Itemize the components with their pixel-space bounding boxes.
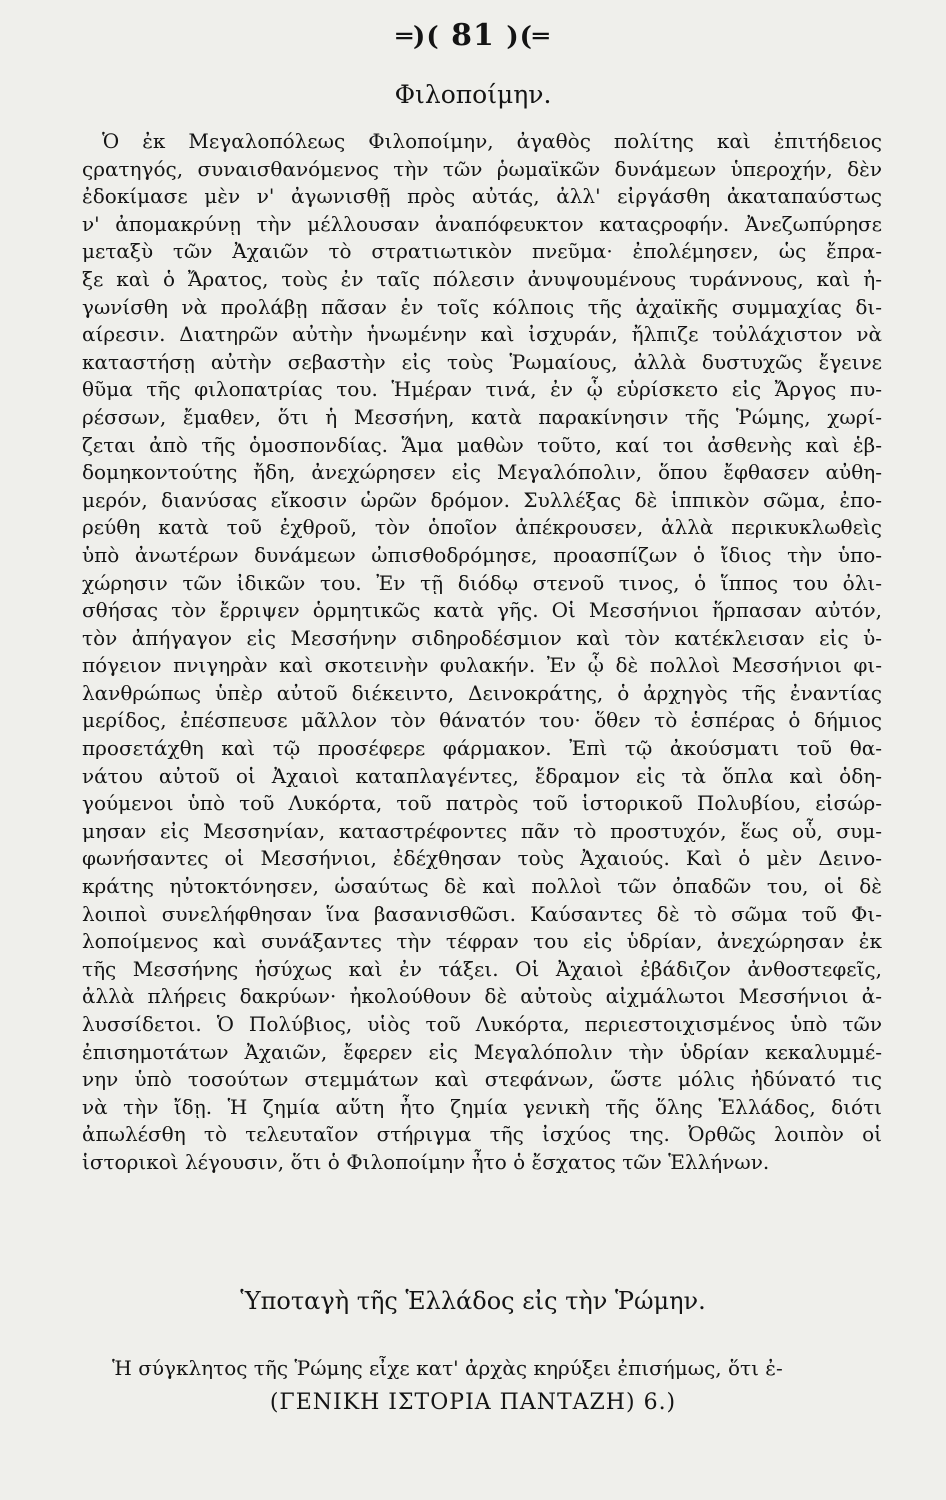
text-line: γούμενοι ὑπὸ τοῦ Λυκόρτα, τοῦ πατρὸς τοῦ ἱστορικοῦ Πολυβίου, εἰσώρ- — [82, 791, 882, 816]
text-line: ἀλλὰ πλήρεις δακρύων· ἠκολούθουν δὲ αὐτοὺς αἰχμάλωτοι Μεσσήνιοι ἀ- — [82, 984, 882, 1009]
text-line: γωνίσθη νὰ προλάβῃ πᾶσαν ἐν τοῖς κόλποις τῆς ἀχαϊκῆς συμμαχίας δι- — [82, 294, 882, 319]
text-line: φωνήσαντες οἱ Μεσσήνιοι, ἐδέχθησαν τοὺς Ἀχαιούς. Καὶ ὁ μὲν Δεινο- — [82, 846, 882, 871]
text-line: ἐπισημοτάτων Ἀχαιῶν, ἔφερεν εἰς Μεγαλόπολιν τὴν ὑδρίαν κεκαλυμμέ- — [82, 1039, 882, 1064]
text-line: αίρεσιν. Διατηρῶν αὐτὴν ἡνωμένην καὶ ἰσχυράν, ἤλπιζε τοὐλάχιστον νὰ — [82, 322, 882, 347]
page-header — [0, 18, 946, 53]
text-line: μερίδος, ἐπέσπευσε μᾶλλον τὸν θάνατόν του· ὅθεν τὸ ἑσπέρας ὁ δήμιος — [82, 708, 882, 733]
text-line: πόγειον πνιγηρὰν καὶ σκοτεινὴν φυλακήν. Ἐν ᾧ δὲ πολλοὶ Μεσσήνιοι φι- — [82, 653, 882, 678]
text-line: νην ὑπὸ τοσούτων στεμμάτων καὶ στεφάνων, ὥστε μόλις ἠδύνατό τις — [82, 1067, 882, 1092]
text-line: μεταξὺ τῶν Ἀχαιῶν τὸ στρατιωτικὸν πνεῦμα· ἐπολέμησεν, ὡς ἔπρα- — [82, 239, 882, 264]
text-line: καταστήσῃ αὐτὴν σεβαστὴν εἰς τοὺς Ῥωμαίους, ἀλλὰ δυστυχῶς ἔγεινε — [82, 349, 882, 374]
text-line: σθήσας τὸν ἔρριψεν ὁρμητικῶς κατὰ γῆς. Οἱ Μεσσήνιοι ἥρπασαν αὐτόν, — [82, 598, 882, 623]
text-line: τῆς Μεσσήνης ἡσύχως καὶ ἐν τάξει. Οἱ Ἀχαιοὶ ἐβάδιζον ἀνθοστεφεῖς, — [82, 956, 882, 981]
text-line: ἱστορικοὶ λέγουσιν, ὅτι ὁ Φιλοποίμην ἦτο ὁ ἔσχατος τῶν Ἑλλήνων. — [82, 1149, 770, 1174]
text-line: θῦμα τῆς φιλοπατρίας του. Ἡμέραν τινά, ἐν ᾧ εὑρίσκετο εἰς Ἄργος πυ- — [82, 377, 882, 402]
header-ornament-left: ═)( — [396, 22, 440, 52]
page-footer: (ΓΕΝΙΚΗ ΙΣΤΟΡΙΑ ΠΑΝΤΑΖΗ) 6.) — [269, 1390, 677, 1415]
text-line: προσετάχθη καὶ τῷ προσέφερε φάρμακον. Ἐπὶ τῷ ἀκούσματι τοῦ θα- — [82, 736, 882, 761]
text-line: τὸν ἀπήγαγον εἰς Μεσσήνην σιδηροδέσμιον καὶ τὸν κατέκλεισαν εἰς ὑ- — [82, 625, 882, 650]
text-line: ὑπὸ ἀνωτέρων δυνάμεων ὠπισθοδρόμησε, προασπίζων ὁ ἴδιος τὴν ὑπο- — [82, 542, 882, 567]
body-text — [82, 128, 882, 1177]
text-line: δομηκοντούτης ἤδη, ἀνεχώρησεν εἰς Μεγαλόπολιν, ὅπου ἔφθασεν αὐθη- — [82, 460, 882, 485]
page-number: 81 — [451, 18, 495, 53]
text-line: ρεύθη κατὰ τοῦ ἐχθροῦ, τὸν ὁποῖον ἀπέκρουσεν, ἀλλὰ περικυκλωθεὶς — [82, 515, 882, 540]
text-line: μησαν εἰς Μεσσηνίαν, καταστρέφοντες πᾶν τὸ προστυχόν, ἕως οὗ, συμ- — [82, 818, 882, 843]
text-line: ν' ἀπομακρύνῃ τὴν μέλλουσαν ἀναπόφευκτον καταςροφήν. Ἀνεζωπύρησε — [82, 211, 882, 236]
header-ornament-right: )(═ — [506, 22, 550, 52]
text-line: λανθρώπως ὑπὲρ αὐτοῦ διέκειντο, Δεινοκράτης, ὁ ἀρχηγὸς τῆς ἐναντίας — [82, 680, 882, 705]
text-line: Ὁ ἐκ Μεγαλοπόλεως Φιλοποίμην, ἀγαθὸς πολίτης καὶ ἐπιτήδειος — [102, 129, 882, 153]
text-line: ἐδοκίμασε μὲν ν' ἀγωνισθῇ πρὸς αὐτάς, ἀλλ' εἰργάσθη ἀκαταπαύστως — [82, 184, 882, 209]
text-line: νάτου αὐτοῦ οἱ Ἀχαιοὶ καταπλαγέντες, ἔδραμον εἰς τὰ ὅπλα καὶ ὁδη- — [82, 763, 882, 788]
text-line: λοποίμενος καὶ συνάξαντες τὴν τέφραν του εἰς ὑδρίαν, ἀνεχώρησαν ἐκ — [82, 929, 882, 954]
text-line: λυσσίδετοι. Ὁ Πολύβιος, υἱὸς τοῦ Λυκόρτα, περιεστοιχισμένος ὑπὸ τῶν — [82, 1012, 882, 1036]
chapter-title: Φιλοποίμην. — [394, 80, 552, 109]
text-line: νὰ τὴν ἴδῃ. Ἡ ζημία αὕτη ἦτο ζημία γενικὴ τῆς ὅλης Ἑλλάδος, διότι — [82, 1094, 882, 1119]
text-line: ζεται ἀπὸ τῆς ὁμοσπονδίας. Ἅμα μαθὼν τοῦτο, καί τοι ἀσθενὴς καὶ ἑβ- — [82, 432, 882, 457]
text-line: χώρησιν τῶν ἰδικῶν του. Ἐν τῇ διόδῳ στενοῦ τινος, ὁ ἵππος του ὀλι- — [82, 570, 882, 595]
text-line: ρέσσων, ἔμαθεν, ὅτι ἡ Μεσσήνη, κατὰ παρακίνησιν τῆς Ῥώμης, χωρί- — [82, 404, 882, 429]
text-line: ἀπωλέσθη τὸ τελευταῖον στήριγμα τῆς ἰσχύος της. Ὀρθῶς λοιπὸν οἱ — [82, 1122, 882, 1147]
text-line: ςρατηγός, συναισθανόμενος τὴν τῶν ῥωμαϊκῶν δυνάμεων ὑπεροχήν, δὲν — [82, 156, 882, 181]
text-line: λοιποὶ συνελήφθησαν ἵνα βασανισθῶσι. Καύσαντες δὲ τὸ σῶμα τοῦ Φι- — [82, 901, 882, 926]
text-line: κράτης ηὐτοκτόνησεν, ὡσαύτως δὲ καὶ πολλοὶ τῶν ὀπαδῶν του, οἱ δὲ — [82, 874, 882, 899]
continuation-line: Ἡ σύγκλητος τῆς Ῥώμης εἶχε κατ' ἀρχὰς κηρύξει ἐπισήμως, ὅτι ἐ- — [112, 1356, 783, 1380]
section-title: Ὑποταγὴ τῆς Ἑλλάδος εἰς τὴν Ῥώμην. — [240, 1287, 706, 1315]
text-line: ξε καὶ ὁ Ἄρατος, τοὺς ἐν ταῖς πόλεσιν ἀνυψουμένους τυράννους, καὶ ἠ- — [82, 266, 882, 291]
text-line: μερόν, διανύσας εἴκοσιν ὡρῶν δρόμον. Συλλέξας δὲ ἱππικὸν σῶμα, ἐπο- — [82, 487, 882, 512]
